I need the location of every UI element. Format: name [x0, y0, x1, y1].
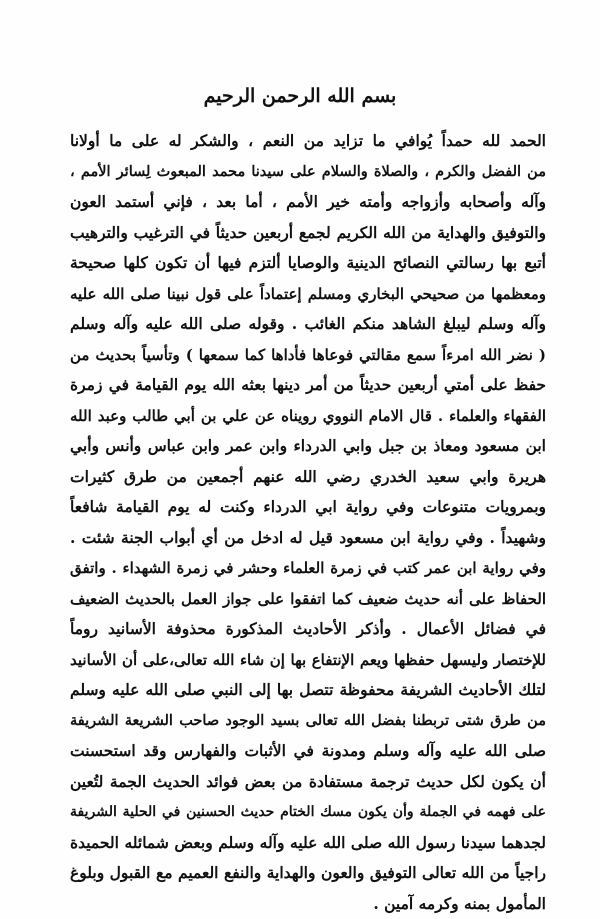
basmala-heading: بسم الله الرحمن الرحيم [0, 82, 600, 110]
text-line: ( نضر الله امرءاً سمع مقالتي فوعاها فأداها كما سمعها ) وتأسياً بحديث من [70, 340, 546, 371]
text-line: المأمول بمنه وكرمه آمين . [70, 889, 546, 919]
text-line: وبمرويات متنوعات وفي رواية ابي الدرداء وكنت له يوم القيامة شافعاً [70, 492, 546, 523]
text-line: أن يكون لكل حديث ترجمة مستفادة من بعض فوائد الحديث الجمة لتُعين [70, 767, 546, 798]
text-line: صلى الله عليه وآله وسلم ومدونة في الأثبات والفهارس وقد استحسنت [70, 736, 546, 767]
text-line: لتلك الأحاديث الشريفة محفوظة تتصل بها إلى النبي صلى الله عليه وسلم [70, 675, 546, 706]
text-line: والتوفيق والهداية من الله الكريم لجمع أربعين حديثاً في الترغيب والترهيب [70, 218, 546, 249]
body-text [70, 126, 546, 919]
text-line: أتبع بها رسالتي النصائح الدينية والوصايا ألتزم فيها أن تكون كلها صحيحة [70, 248, 546, 279]
text-line: وآله وأصحابه وأزواجه وأمته خير الأمم ، أما بعد ، فإني أستمد العون [70, 187, 546, 218]
text-line: وشهيداً . وفي رواية ابن مسعود قيل له ادخل من أي أبواب الجنة شئت . [70, 523, 546, 554]
text-line: ومعظمها من صحيحي البخاري ومسلم إعتماداً على قول نبينا صلى الله عليه [70, 279, 546, 310]
text-line: من الفضل والكرم ، والصلاة والسلام على سيدنا محمد المبعوث لِسائر الأمم ، [70, 157, 546, 188]
text-line: حفظ على أمتي أربعين حديثاً من أمر دينها بعثه الله يوم القيامة في زمرة [70, 370, 546, 401]
text-line: الحمد لله حمداً يُوافي ما تزايد من النعم ، والشكر له على ما أولانا [70, 126, 546, 157]
text-line: هريرة وابي سعيد الخدري رضي الله عنهم أجمعين من طرق كثيرات [70, 462, 546, 493]
text-line: ابن مسعود ومعاذ بن جبل وابي الدرداء وابن عمر وابن عباس وأنس وأبي [70, 431, 546, 462]
text-line: من طرق شتى تربطنا بفضل الله تعالى بسيد الوجود صاحب الشريعة الشريفة [70, 706, 546, 737]
text-line: وآله وسلم ليبلغ الشاهد منكم الغائب . وقوله صلى الله عليه وآله وسلم [70, 309, 546, 340]
text-line: وفي رواية ابن عمر كتب في زمرة العلماء وحشر في زمرة الشهداء . واتفق [70, 553, 546, 584]
text-line: الفقهاء والعلماء . قال الامام النووي رويناه عن علي بن أبي طالب وعبد الله [70, 401, 546, 432]
text-line: الحفاظ على أنه حديث ضعيف كما اتفقوا على جواز العمل بالحديث الضعيف [70, 584, 546, 615]
text-line: للإختصار وليسهل حفظها ويعم الإنتفاع بها إن شاء الله تعالى،على أن الأسانيد [70, 645, 546, 676]
text-line: راجياً من الله تعالى التوفيق والعون والهداية والنفع العميم مع القبول وبلوغ [70, 858, 546, 889]
text-line: في فضائل الأعمال . وأذكر الأحاديث المذكورة محذوفة الأسانيد روماً [70, 614, 546, 645]
text-line: لجدهما سيدنا رسول الله صلى الله عليه وآله وسلم وبعض شمائله الحميدة [70, 828, 546, 859]
text-line: على فهمه في الجملة وأن يكون مسك الختام حديث الحسنين في الحلية الشريفة [70, 797, 546, 828]
